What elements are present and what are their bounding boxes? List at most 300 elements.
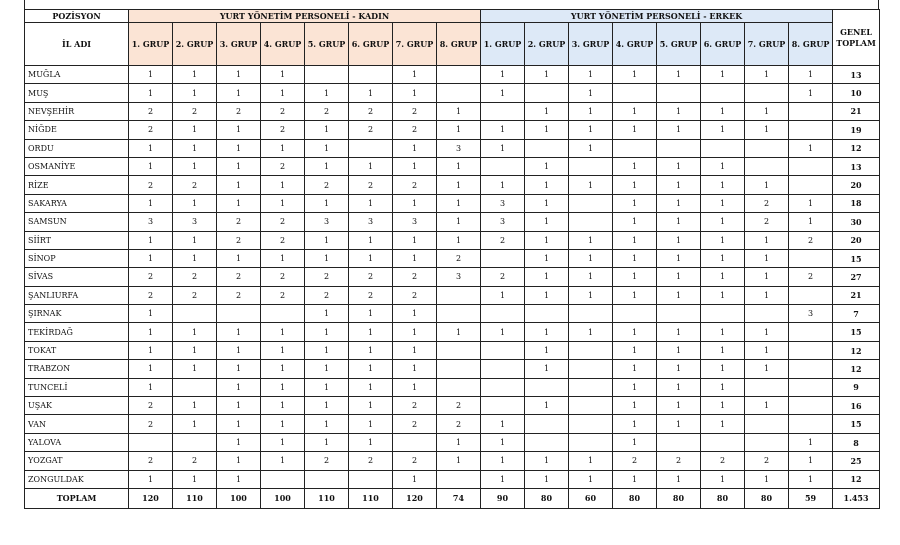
table-row: [25, 286, 880, 304]
erkek-group-2-cell: 1: [525, 286, 569, 304]
erkek-group-3-cell: [569, 360, 613, 378]
kadin-group-8-cell: 1: [437, 121, 481, 139]
erkek-group-4-header: 4. GRUP: [613, 23, 657, 66]
kadin-group-4-cell: 2: [261, 286, 305, 304]
erkek-group-8-cell: [789, 121, 833, 139]
kadin-group-7-cell: 1: [393, 194, 437, 212]
erkek-group-3-cell: 1: [569, 84, 613, 102]
genel-toplam-cell: 20: [833, 176, 880, 194]
erkek-group-7-cell: [745, 415, 789, 433]
erkek-group-3-cell: 1: [569, 268, 613, 286]
erkek-group-1-cell: 1: [481, 433, 525, 451]
kadin-group-4-cell: [261, 305, 305, 323]
erkek-group-3-cell: [569, 341, 613, 359]
erkek-group-4-cell: 1: [613, 415, 657, 433]
kadin-group-4-cell: 2: [261, 121, 305, 139]
kadin-group-1-cell: 3: [129, 213, 173, 231]
erkek-group-2-cell: [525, 139, 569, 157]
kadin-group-4-cell: 1: [261, 433, 305, 451]
erkek-group-2-cell: 1: [525, 470, 569, 488]
erkek-group-2-header: 2. GRUP: [525, 23, 569, 66]
erkek-group-8-cell: 1: [789, 194, 833, 212]
erkek-group-6-total: 80: [701, 488, 745, 508]
erkek-group-2-cell: 1: [525, 121, 569, 139]
erkek-group-7-cell: 1: [745, 268, 789, 286]
kadin-group-5-cell: 1: [305, 121, 349, 139]
kadin-group-5-cell: 1: [305, 305, 349, 323]
kadin-group-8-cell: 3: [437, 268, 481, 286]
erkek-group-2-cell: 1: [525, 397, 569, 415]
erkek-group-5-cell: [657, 433, 701, 451]
erkek-group-8-cell: 1: [789, 470, 833, 488]
kadin-group-5-cell: 1: [305, 433, 349, 451]
erkek-group-8-cell: [789, 397, 833, 415]
kadin-group-8-cell: [437, 378, 481, 396]
erkek-group-3-cell: 1: [569, 470, 613, 488]
erkek-group-7-cell: 2: [745, 194, 789, 212]
erkek-group-6-cell: 1: [701, 213, 745, 231]
kadin-group-4-cell: 1: [261, 139, 305, 157]
kadin-group-8-cell: 1: [437, 102, 481, 120]
kadin-group-2-cell: 1: [173, 341, 217, 359]
erkek-group-1-cell: [481, 341, 525, 359]
kadin-group-4-cell: 1: [261, 194, 305, 212]
erkek-group-7-cell: 1: [745, 176, 789, 194]
kadin-group-5-cell: 1: [305, 415, 349, 433]
erkek-group-7-cell: 1: [745, 231, 789, 249]
erkek-group-6-cell: 1: [701, 102, 745, 120]
province-name: TEKİRDAĞ: [25, 323, 129, 341]
kadin-group-3-cell: [217, 305, 261, 323]
kadin-group-7-cell: 1: [393, 84, 437, 102]
kadin-group-3-cell: 1: [217, 84, 261, 102]
kadin-group-6-cell: 2: [349, 102, 393, 120]
erkek-group-1-cell: [481, 397, 525, 415]
erkek-group-5-cell: [657, 84, 701, 102]
kadin-group-2-cell: [173, 378, 217, 396]
table-row: [25, 397, 880, 415]
erkek-group-7-header: 7. GRUP: [745, 23, 789, 66]
kadin-group-6-cell: 2: [349, 268, 393, 286]
erkek-group-8-cell: 1: [789, 213, 833, 231]
kadin-group-8-cell: [437, 341, 481, 359]
kadin-group-5-cell: 1: [305, 323, 349, 341]
erkek-group-8-cell: [789, 360, 833, 378]
kadin-group-4-cell: 1: [261, 378, 305, 396]
kadin-group-5-cell: 1: [305, 397, 349, 415]
erkek-group-6-cell: 1: [701, 268, 745, 286]
kadin-group-header: YURT YÖNETİM PERSONELİ - KADIN: [129, 10, 481, 23]
province-name: ŞANLIURFA: [25, 286, 129, 304]
province-name: SAKARYA: [25, 194, 129, 212]
erkek-group-3-cell: 1: [569, 249, 613, 267]
erkek-group-6-cell: 1: [701, 415, 745, 433]
kadin-group-5-cell: [305, 66, 349, 84]
erkek-group-2-cell: 1: [525, 249, 569, 267]
kadin-group-7-cell: 1: [393, 470, 437, 488]
kadin-group-8-cell: [437, 84, 481, 102]
erkek-group-6-cell: [701, 305, 745, 323]
kadin-group-1-total: 120: [129, 488, 173, 508]
kadin-group-3-cell: 2: [217, 102, 261, 120]
kadin-group-4-cell: 1: [261, 397, 305, 415]
kadin-group-8-cell: 1: [437, 433, 481, 451]
erkek-group-3-cell: [569, 378, 613, 396]
erkek-group-4-cell: 1: [613, 213, 657, 231]
erkek-group-4-cell: 1: [613, 249, 657, 267]
erkek-group-4-cell: 1: [613, 378, 657, 396]
erkek-group-3-cell: [569, 194, 613, 212]
erkek-group-5-cell: 1: [657, 213, 701, 231]
kadin-group-3-cell: 1: [217, 176, 261, 194]
erkek-group-4-total: 80: [613, 488, 657, 508]
kadin-group-2-cell: [173, 305, 217, 323]
erkek-group-5-cell: 1: [657, 157, 701, 175]
erkek-group-2-cell: [525, 415, 569, 433]
province-name: ORDU: [25, 139, 129, 157]
kadin-group-4-cell: 2: [261, 157, 305, 175]
kadin-group-7-cell: 1: [393, 323, 437, 341]
erkek-group-6-cell: 1: [701, 121, 745, 139]
kadin-group-3-cell: 1: [217, 194, 261, 212]
kadin-group-4-cell: 2: [261, 102, 305, 120]
kadin-group-8-header: 8. GRUP: [437, 23, 481, 66]
province-name: SİNOP: [25, 249, 129, 267]
kadin-group-2-cell: 2: [173, 452, 217, 470]
erkek-group-3-cell: [569, 415, 613, 433]
erkek-group-6-cell: 1: [701, 249, 745, 267]
table-row: [25, 213, 880, 231]
kadin-group-7-cell: 2: [393, 268, 437, 286]
kadin-group-5-cell: 1: [305, 231, 349, 249]
erkek-group-6-cell: 1: [701, 323, 745, 341]
kadin-group-8-cell: 1: [437, 194, 481, 212]
erkek-group-2-total: 80: [525, 488, 569, 508]
erkek-group-1-cell: 2: [481, 231, 525, 249]
kadin-group-1-cell: 2: [129, 102, 173, 120]
erkek-group-2-cell: 1: [525, 102, 569, 120]
genel-toplam-cell: 21: [833, 286, 880, 304]
genel-toplam-cell: 12: [833, 470, 880, 488]
erkek-group-8-cell: [789, 415, 833, 433]
kadin-group-2-cell: 1: [173, 249, 217, 267]
kadin-group-2-header: 2. GRUP: [173, 23, 217, 66]
erkek-group-7-cell: [745, 157, 789, 175]
erkek-group-4-cell: 1: [613, 121, 657, 139]
erkek-group-3-total: 60: [569, 488, 613, 508]
kadin-group-4-cell: 1: [261, 323, 305, 341]
kadin-group-5-cell: 2: [305, 102, 349, 120]
kadin-group-8-cell: [437, 286, 481, 304]
genel-toplam-cell: 13: [833, 66, 880, 84]
table-row: [25, 323, 880, 341]
kadin-group-7-cell: 1: [393, 157, 437, 175]
kadin-group-7-cell: 2: [393, 102, 437, 120]
genel-toplam-cell: 25: [833, 452, 880, 470]
kadin-group-6-total: 110: [349, 488, 393, 508]
kadin-group-2-cell: 1: [173, 360, 217, 378]
kadin-group-7-cell: 2: [393, 415, 437, 433]
kadin-group-8-cell: [437, 360, 481, 378]
erkek-group-8-cell: [789, 249, 833, 267]
erkek-group-8-cell: 1: [789, 139, 833, 157]
kadin-group-5-cell: 3: [305, 213, 349, 231]
il-adi-header: İL ADI: [25, 23, 129, 66]
table-row: [25, 433, 880, 451]
erkek-group-4-cell: 1: [613, 397, 657, 415]
kadin-group-3-cell: 1: [217, 470, 261, 488]
kadin-group-6-cell: 1: [349, 305, 393, 323]
kadin-group-1-cell: 2: [129, 268, 173, 286]
genel-toplam-cell: 18: [833, 194, 880, 212]
erkek-group-4-cell: 1: [613, 231, 657, 249]
kadin-group-8-cell: 1: [437, 176, 481, 194]
erkek-group-5-cell: 1: [657, 341, 701, 359]
erkek-group-1-cell: 3: [481, 194, 525, 212]
erkek-group-5-cell: [657, 305, 701, 323]
kadin-group-8-cell: 1: [437, 157, 481, 175]
kadin-group-7-cell: 2: [393, 452, 437, 470]
kadin-group-3-cell: 2: [217, 231, 261, 249]
erkek-group-5-cell: 1: [657, 102, 701, 120]
erkek-group-5-cell: 1: [657, 470, 701, 488]
kadin-group-6-cell: 3: [349, 213, 393, 231]
kadin-group-6-cell: 1: [349, 323, 393, 341]
erkek-group-7-cell: [745, 139, 789, 157]
erkek-group-1-cell: [481, 378, 525, 396]
genel-toplam-cell: 15: [833, 323, 880, 341]
erkek-group-header: YURT YÖNETİM PERSONELİ - ERKEK: [481, 10, 833, 23]
genel-toplam-cell: 27: [833, 268, 880, 286]
erkek-group-8-cell: 1: [789, 66, 833, 84]
erkek-group-5-cell: 1: [657, 231, 701, 249]
erkek-group-6-cell: 1: [701, 157, 745, 175]
erkek-group-1-cell: [481, 102, 525, 120]
kadin-group-7-cell: 1: [393, 139, 437, 157]
kadin-group-1-header: 1. GRUP: [129, 23, 173, 66]
kadin-group-5-cell: 2: [305, 286, 349, 304]
erkek-group-2-cell: 1: [525, 157, 569, 175]
erkek-group-4-cell: 1: [613, 176, 657, 194]
kadin-group-6-cell: 1: [349, 194, 393, 212]
kadin-group-4-cell: 1: [261, 360, 305, 378]
kadin-group-6-cell: 1: [349, 84, 393, 102]
erkek-group-3-cell: 1: [569, 102, 613, 120]
kadin-group-7-cell: 2: [393, 286, 437, 304]
kadin-group-6-cell: 1: [349, 397, 393, 415]
kadin-group-2-cell: 1: [173, 84, 217, 102]
kadin-group-8-cell: 1: [437, 452, 481, 470]
table-row: [25, 360, 880, 378]
erkek-group-7-cell: 1: [745, 397, 789, 415]
erkek-group-7-cell: 1: [745, 249, 789, 267]
province-name: ŞIRNAK: [25, 305, 129, 323]
erkek-group-2-cell: 1: [525, 66, 569, 84]
erkek-group-1-cell: [481, 157, 525, 175]
erkek-group-4-cell: 1: [613, 286, 657, 304]
kadin-group-8-cell: 3: [437, 139, 481, 157]
erkek-group-7-cell: [745, 84, 789, 102]
erkek-group-8-cell: 1: [789, 433, 833, 451]
kadin-group-8-cell: 2: [437, 397, 481, 415]
erkek-group-8-cell: [789, 323, 833, 341]
erkek-group-2-cell: 1: [525, 341, 569, 359]
kadin-group-6-cell: 2: [349, 452, 393, 470]
table-row: [25, 268, 880, 286]
table-row: [25, 452, 880, 470]
genel-toplam-cell: 30: [833, 213, 880, 231]
erkek-group-7-cell: 1: [745, 66, 789, 84]
totals-label: TOPLAM: [25, 488, 129, 508]
province-name: UŞAK: [25, 397, 129, 415]
erkek-group-3-cell: 1: [569, 286, 613, 304]
kadin-group-6-cell: [349, 66, 393, 84]
genel-toplam-cell: 12: [833, 360, 880, 378]
table-row: [25, 231, 880, 249]
table-row: [25, 176, 880, 194]
kadin-group-3-cell: 1: [217, 452, 261, 470]
erkek-group-6-cell: 1: [701, 360, 745, 378]
kadin-group-4-cell: 1: [261, 84, 305, 102]
kadin-group-5-cell: 1: [305, 341, 349, 359]
genel-toplam-cell: 15: [833, 249, 880, 267]
erkek-group-1-cell: 3: [481, 213, 525, 231]
erkek-group-4-cell: 1: [613, 470, 657, 488]
erkek-group-5-cell: 1: [657, 323, 701, 341]
kadin-group-5-cell: 1: [305, 378, 349, 396]
province-name: NEVŞEHİR: [25, 102, 129, 120]
kadin-group-1-cell: 1: [129, 194, 173, 212]
kadin-group-2-cell: 1: [173, 194, 217, 212]
kadin-group-3-cell: 1: [217, 249, 261, 267]
kadin-group-1-cell: 1: [129, 139, 173, 157]
kadin-group-7-cell: 1: [393, 378, 437, 396]
kadin-group-2-cell: 1: [173, 323, 217, 341]
kadin-group-7-cell: 2: [393, 121, 437, 139]
erkek-group-6-cell: 1: [701, 194, 745, 212]
kadin-group-8-cell: [437, 66, 481, 84]
kadin-group-7-cell: 1: [393, 360, 437, 378]
kadin-group-3-cell: 2: [217, 286, 261, 304]
erkek-group-1-header: 1. GRUP: [481, 23, 525, 66]
kadin-group-3-header: 3. GRUP: [217, 23, 261, 66]
erkek-group-5-cell: 1: [657, 286, 701, 304]
erkek-group-7-cell: [745, 305, 789, 323]
genel-toplam-cell: 20: [833, 231, 880, 249]
erkek-group-3-cell: [569, 397, 613, 415]
kadin-group-3-cell: 1: [217, 121, 261, 139]
kadin-group-5-header: 5. GRUP: [305, 23, 349, 66]
erkek-group-5-cell: [657, 139, 701, 157]
erkek-group-2-cell: 1: [525, 176, 569, 194]
erkek-group-6-cell: 1: [701, 176, 745, 194]
erkek-group-8-cell: 2: [789, 231, 833, 249]
erkek-group-4-cell: 1: [613, 323, 657, 341]
erkek-group-1-cell: 1: [481, 286, 525, 304]
kadin-group-1-cell: 1: [129, 341, 173, 359]
genel-toplam-cell: 10: [833, 84, 880, 102]
erkek-group-3-header: 3. GRUP: [569, 23, 613, 66]
erkek-group-8-cell: 1: [789, 452, 833, 470]
kadin-group-5-cell: 1: [305, 194, 349, 212]
kadin-group-4-cell: 1: [261, 66, 305, 84]
kadin-group-4-cell: 2: [261, 231, 305, 249]
kadin-group-4-cell: 2: [261, 213, 305, 231]
erkek-group-4-cell: 1: [613, 102, 657, 120]
province-name: OSMANİYE: [25, 157, 129, 175]
erkek-group-5-cell: 1: [657, 194, 701, 212]
kadin-group-7-cell: 1: [393, 66, 437, 84]
kadin-group-5-total: 110: [305, 488, 349, 508]
kadin-group-2-cell: 2: [173, 286, 217, 304]
erkek-group-7-cell: [745, 433, 789, 451]
kadin-group-4-header: 4. GRUP: [261, 23, 305, 66]
table-row: [25, 66, 880, 84]
kadin-group-2-total: 110: [173, 488, 217, 508]
kadin-group-5-cell: 1: [305, 84, 349, 102]
erkek-group-2-cell: 1: [525, 194, 569, 212]
kadin-group-6-cell: 1: [349, 415, 393, 433]
erkek-group-7-cell: 1: [745, 121, 789, 139]
kadin-group-1-cell: 1: [129, 231, 173, 249]
staff-distribution-table: [24, 9, 880, 509]
kadin-group-3-cell: 1: [217, 415, 261, 433]
table-row: [25, 378, 880, 396]
kadin-group-3-cell: 1: [217, 341, 261, 359]
kadin-group-3-cell: 1: [217, 66, 261, 84]
table-row: [25, 84, 880, 102]
province-name: TRABZON: [25, 360, 129, 378]
erkek-group-5-cell: 1: [657, 249, 701, 267]
kadin-group-7-cell: 1: [393, 231, 437, 249]
genel-toplam-cell: 7: [833, 305, 880, 323]
kadin-group-7-cell: 3: [393, 213, 437, 231]
erkek-group-5-cell: 1: [657, 268, 701, 286]
erkek-group-8-total: 59: [789, 488, 833, 508]
kadin-group-4-cell: 1: [261, 176, 305, 194]
table-row: [25, 415, 880, 433]
kadin-group-8-cell: [437, 305, 481, 323]
erkek-group-8-cell: 3: [789, 305, 833, 323]
erkek-group-1-cell: [481, 249, 525, 267]
kadin-group-1-cell: 2: [129, 121, 173, 139]
kadin-group-3-cell: 2: [217, 268, 261, 286]
erkek-group-8-cell: 1: [789, 84, 833, 102]
erkek-group-6-cell: 2: [701, 452, 745, 470]
erkek-group-1-cell: 1: [481, 66, 525, 84]
erkek-group-1-cell: 1: [481, 176, 525, 194]
kadin-group-2-cell: 1: [173, 470, 217, 488]
kadin-group-4-total: 100: [261, 488, 305, 508]
erkek-group-4-cell: 1: [613, 433, 657, 451]
erkek-group-4-cell: [613, 139, 657, 157]
kadin-group-3-cell: 1: [217, 378, 261, 396]
kadin-group-6-cell: 1: [349, 157, 393, 175]
erkek-group-2-cell: 1: [525, 268, 569, 286]
kadin-group-3-cell: 1: [217, 157, 261, 175]
erkek-group-6-cell: [701, 84, 745, 102]
erkek-group-5-cell: 2: [657, 452, 701, 470]
kadin-group-7-header: 7. GRUP: [393, 23, 437, 66]
genel-toplam-cell: 12: [833, 139, 880, 157]
erkek-group-3-cell: 1: [569, 231, 613, 249]
province-name: NİĞDE: [25, 121, 129, 139]
kadin-group-2-cell: 1: [173, 66, 217, 84]
kadin-group-3-cell: 1: [217, 433, 261, 451]
kadin-group-1-cell: 1: [129, 378, 173, 396]
kadin-group-2-cell: 2: [173, 176, 217, 194]
erkek-group-2-cell: 1: [525, 323, 569, 341]
